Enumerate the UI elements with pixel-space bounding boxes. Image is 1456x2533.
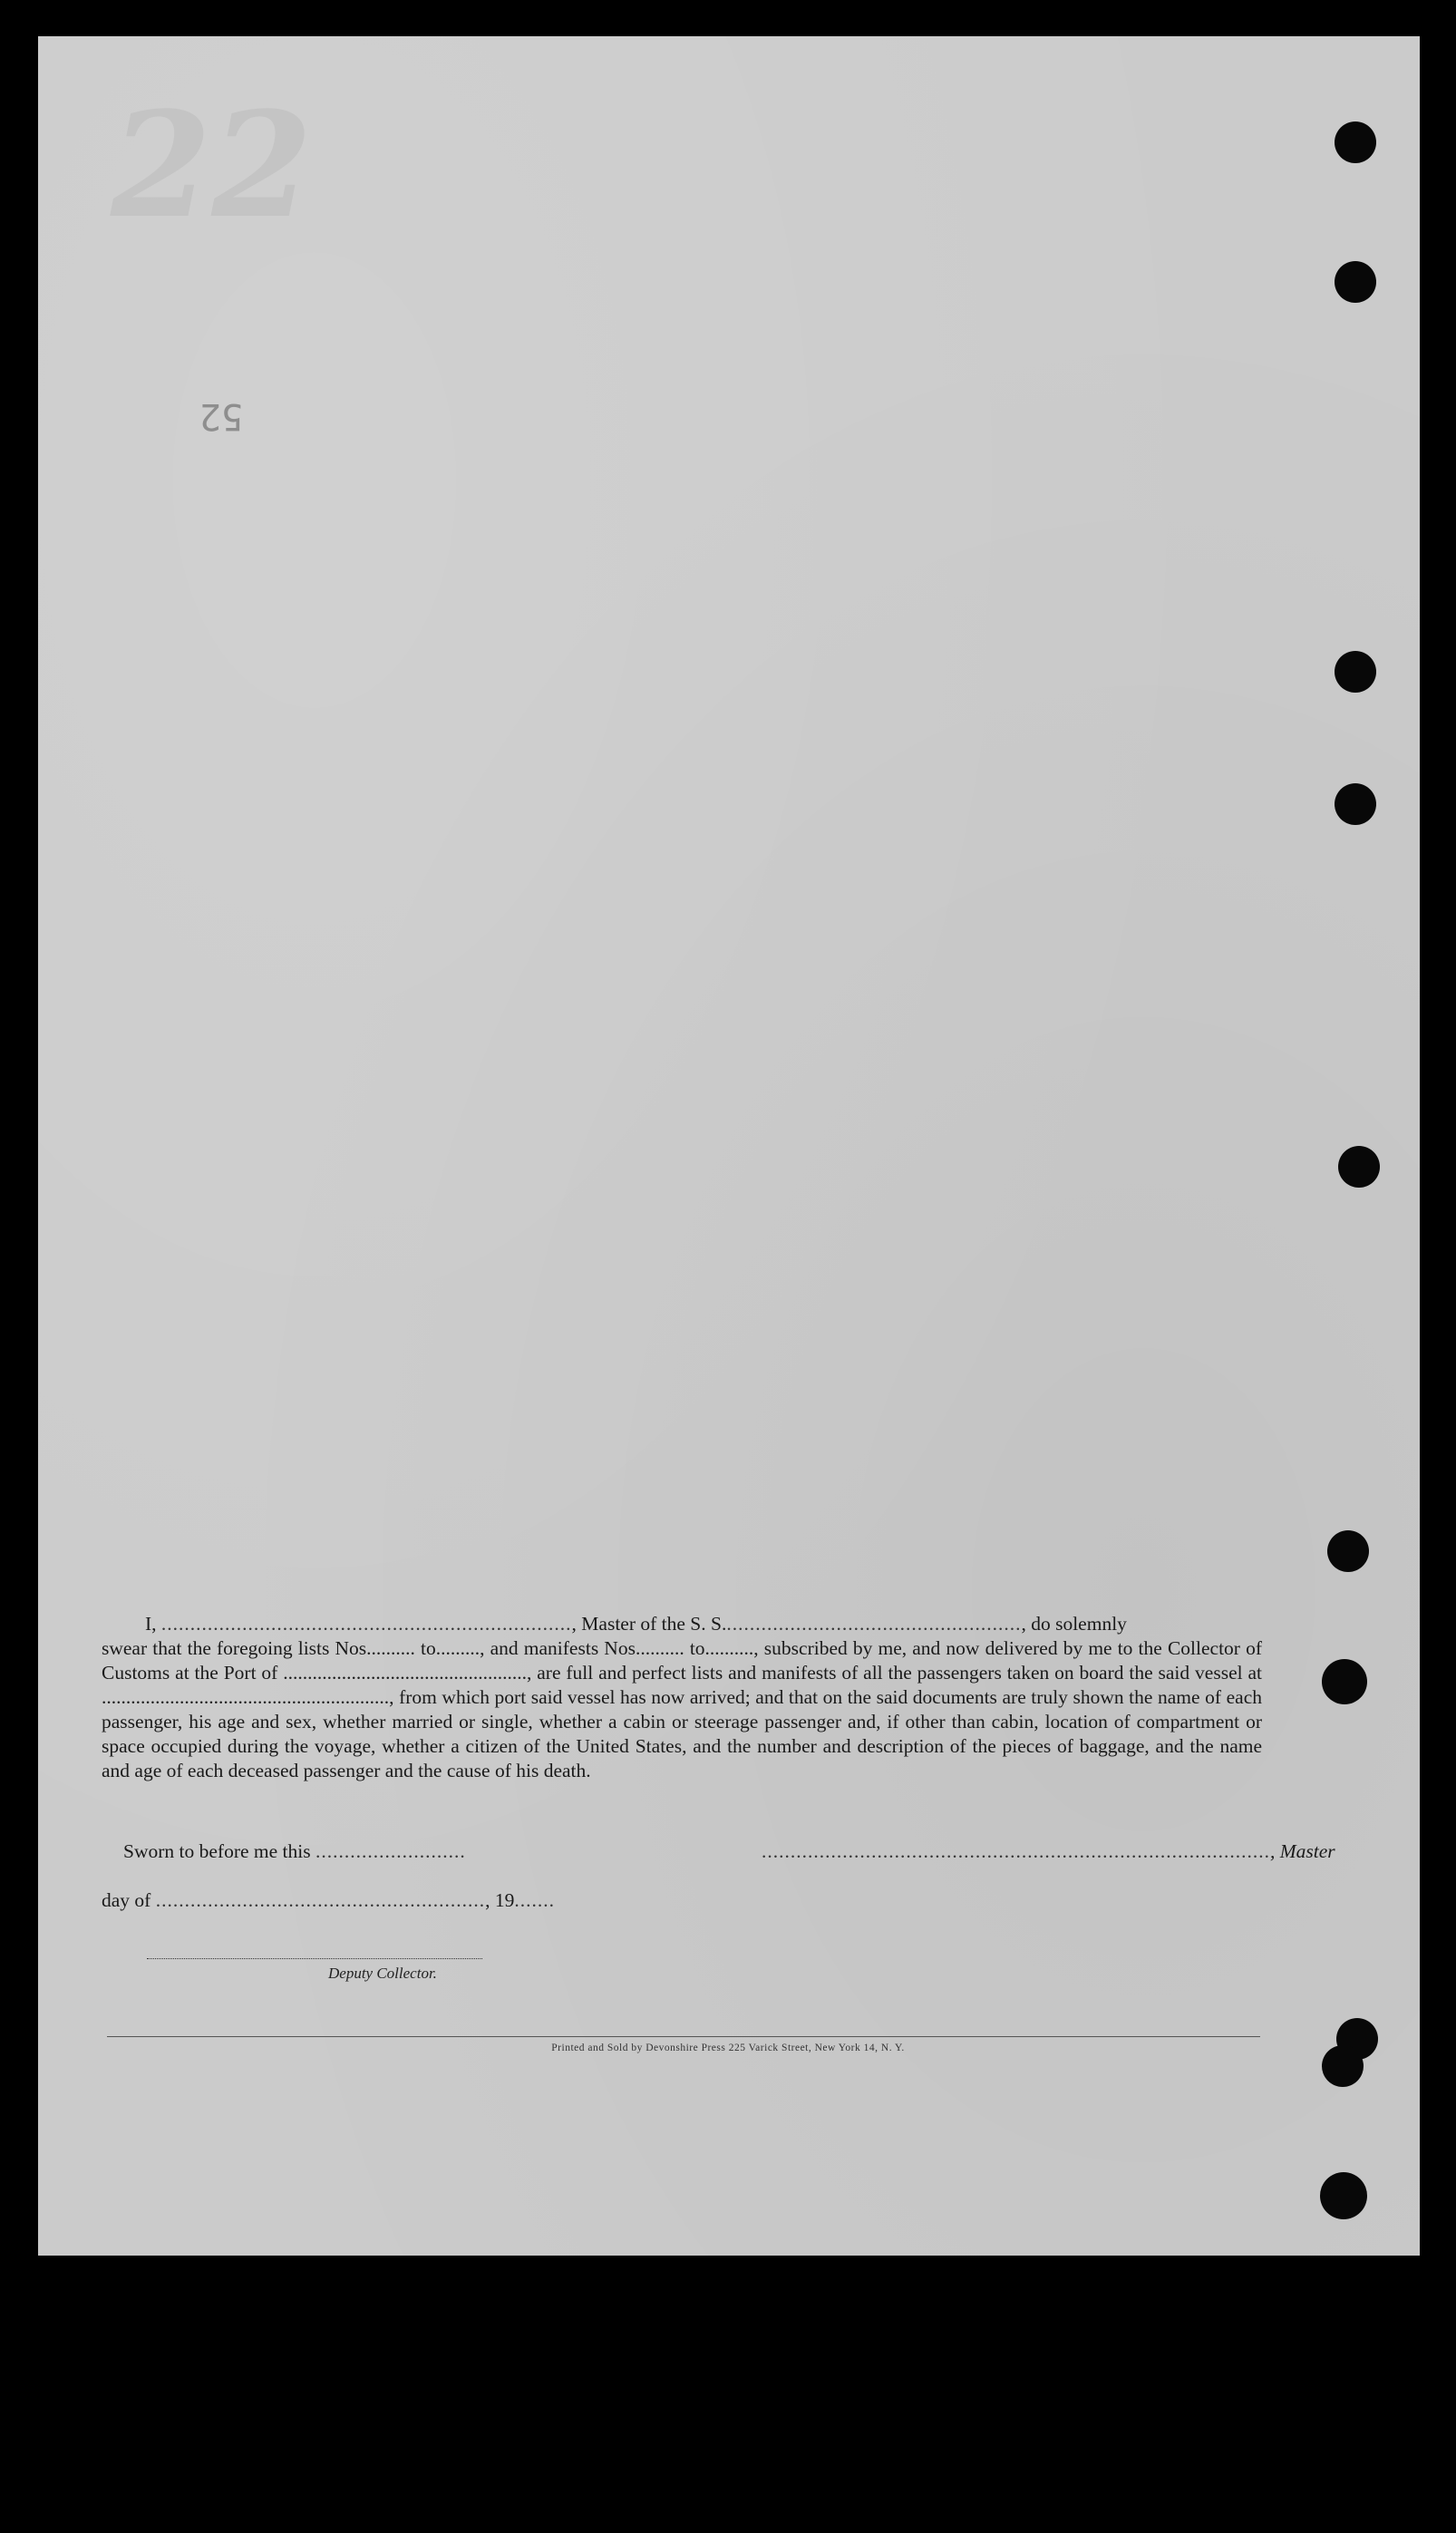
punch-hole <box>1338 1146 1380 1188</box>
sworn-date-blank: .......................... <box>315 1840 466 1862</box>
punch-hole <box>1335 121 1376 163</box>
punch-hole <box>1335 261 1376 303</box>
punch-hole <box>1320 2172 1367 2219</box>
deputy-signature-line <box>147 1958 482 1959</box>
master-name-blank: ....................................................................... <box>160 1613 572 1635</box>
faint-stamp-number: 22 <box>111 80 313 250</box>
sworn-label: Sworn to before me this <box>123 1840 311 1862</box>
printer-imprint: Printed and Sold by Devonshire Press 225 Varick Street, New York 14, N. Y. <box>551 2043 905 2053</box>
punch-hole <box>1327 1530 1369 1572</box>
deputy-collector-label: Deputy Collector. <box>328 1965 437 1982</box>
year-blank: ....... <box>514 1889 555 1911</box>
master-signature-row <box>762 1840 1335 1863</box>
day-of-blank: ......................................................... <box>155 1889 486 1911</box>
day-of-label: day of <box>102 1889 151 1911</box>
sworn-row <box>123 1840 466 1863</box>
document-page <box>38 36 1420 2256</box>
oath-body: swear that the foregoing lists Nos.......... to........., and manifests Nos.......... to.........., subscribed by me, and now delivered by me to the Collector of Customs at the Port of .................................................., are full and perfect lists and manifests of all the passengers taken on board the said vessel at ..........................................................., from which port said vessel has now arrived; and that on the said documents are truly shown the name of each passenger, his age and sex, whether married or single, whether a cabin or steerage passenger and, if other than cabin, location of compartment or space occupied during the voyage, whether a citizen of the United States, and the number and description of the pieces of baggage, and the name and age of each deceased passenger and the cause of his death. <box>102 1637 1262 1781</box>
footer-rule <box>107 2036 1260 2037</box>
master-label: , Master <box>1270 1840 1335 1862</box>
punch-hole <box>1335 783 1376 825</box>
oath-line1-mid: , Master of the S. S. <box>571 1613 727 1635</box>
master-signature-blank: ........................................................................................ <box>762 1840 1270 1862</box>
vessel-name-blank: ................................................... <box>726 1613 1022 1635</box>
punch-hole <box>1335 651 1376 693</box>
punch-hole <box>1322 1659 1367 1704</box>
oath-paragraph <box>102 1612 1262 1783</box>
year-label: , 19 <box>485 1889 515 1911</box>
oath-line1-start: I, <box>145 1613 157 1635</box>
oath-line1-end: , do solemnly <box>1021 1613 1127 1635</box>
faint-page-number: 52 <box>199 395 244 437</box>
day-of-row <box>102 1889 555 1912</box>
